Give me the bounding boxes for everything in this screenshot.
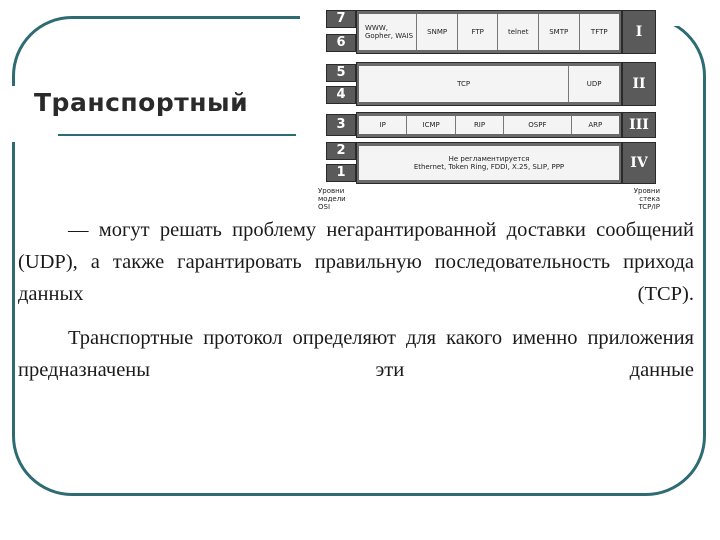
cell-snmp: SNMP xyxy=(417,14,458,50)
osi-caption: Уровни модели OSI xyxy=(318,187,346,211)
tcpip-layer-1: I xyxy=(622,10,656,54)
frame-gap-right xyxy=(690,10,720,34)
cell-udp: UDP xyxy=(586,80,602,88)
tcpip-layer-4: IV xyxy=(622,142,656,184)
frame-gap-left xyxy=(8,86,28,142)
cell-tcp: TCP xyxy=(359,66,569,102)
row-link xyxy=(356,142,622,184)
paragraph-2: Транспортные протокол определяют для какого именно приложения предназначены эти данные xyxy=(18,327,694,381)
cell-tftp: TFTP xyxy=(590,28,608,36)
tcpip-layer-3: III xyxy=(622,112,656,138)
slide-title: Транспортный xyxy=(34,88,249,117)
cell-ospf: OSPF xyxy=(504,116,571,134)
title-underline xyxy=(58,134,296,136)
osi-layer-2: 2 xyxy=(326,142,356,160)
cell-telnet: telnet xyxy=(498,14,539,50)
row-application xyxy=(356,10,622,54)
paragraph-1: — могут решать проблему негарантированной доставки сообщений (UDP), а также гарантировать правильную последовательность прихода данных (TCP). xyxy=(18,219,694,305)
osi-layer-7: 7 xyxy=(326,10,356,28)
cell-smtp: SMTP xyxy=(539,14,580,50)
osi-tcpip-diagram xyxy=(312,2,660,214)
row-network xyxy=(356,112,622,138)
cell-ip: IP xyxy=(359,116,407,134)
tcpip-caption: Уровни стека TCP/IP xyxy=(633,187,660,211)
osi-layer-4: 4 xyxy=(326,86,356,104)
cell-icmp: ICMP xyxy=(407,116,455,134)
cell-link-protocols: Не регламентируется Ethernet, Token Ring, FDDI, X.25, SLIP, PPP xyxy=(413,155,565,171)
osi-layer-5: 5 xyxy=(326,64,356,82)
cell-www: WWW, Gopher, WAIS xyxy=(359,14,417,50)
osi-layer-1: 1 xyxy=(326,164,356,182)
osi-layer-6: 6 xyxy=(326,34,356,52)
tcpip-layer-2: II xyxy=(622,62,656,106)
cell-arp: ARP xyxy=(588,121,603,129)
cell-ftp: FTP xyxy=(458,14,499,50)
row-transport xyxy=(356,62,622,106)
cell-rip: RIP xyxy=(456,116,504,134)
osi-layer-3: 3 xyxy=(326,114,356,136)
